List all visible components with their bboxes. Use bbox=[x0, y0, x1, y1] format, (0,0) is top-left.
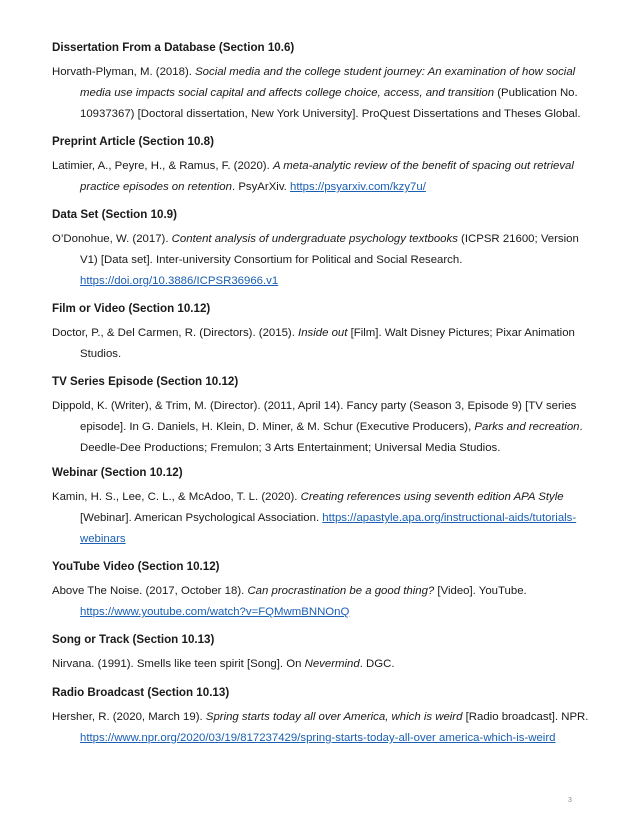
reference-text bbox=[52, 323, 592, 365]
reference-details: . PsyArXiv. bbox=[231, 181, 290, 193]
reference-authors: Above The Noise. (2017, October 18). bbox=[52, 585, 248, 597]
reference-entry-radio bbox=[52, 685, 592, 749]
reference-text bbox=[52, 229, 592, 292]
reference-link[interactable]: https://www.npr.org/2020/03/19/817237429/spring-starts-today-all-over america-which-is-weird bbox=[80, 732, 556, 744]
reference-title: Spring starts today all over America, which is weird bbox=[205, 711, 463, 723]
section-heading: YouTube Video (Section 10.12) bbox=[52, 560, 220, 573]
reference-details: [Film]. Walt Disney Pictures; Pixar Animation Studios. bbox=[80, 327, 575, 360]
reference-text bbox=[52, 707, 592, 749]
reference-authors: O’Donohue, W. (2017). bbox=[52, 233, 172, 245]
reference-authors: Kamin, H. S., Lee, C. L., & McAdoo, T. L. (2020). bbox=[52, 491, 301, 503]
reference-title: Can procrastination be a good thing? bbox=[247, 585, 435, 597]
reference-link[interactable]: https://psyarxiv.com/kzy7u/ bbox=[290, 181, 426, 193]
section-heading: Dissertation From a Database (Section 10.6) bbox=[52, 41, 295, 54]
reference-authors: Hersher, R. (2020, March 19). bbox=[52, 711, 206, 723]
reference-entry-tv-episode bbox=[52, 374, 592, 459]
reference-title: A meta-analytic review of the benefit of spacing out retrieval practice episodes on retention bbox=[80, 160, 574, 193]
reference-text bbox=[52, 581, 592, 623]
reference-title: Nevermind bbox=[304, 658, 360, 670]
reference-details: . Deedle-Dee Productions; Fremulon; 3 Arts Entertainment; Universal Media Studios. bbox=[80, 421, 583, 454]
reference-authors: Dippold, K. (Writer), & Trim, M. (Director). (2011, April 14). Fancy party (Season 3, Episode 9) [TV series episode]. In G. Daniels, H. Klein, D. Miner, & M. Schur (Executive Producers), bbox=[52, 400, 577, 433]
section-heading: Data Set (Section 10.9) bbox=[52, 208, 177, 221]
page-number: 3 bbox=[568, 797, 572, 804]
reference-entry-dissertation bbox=[52, 40, 592, 125]
reference-title: Content analysis of undergraduate psychology textbooks bbox=[171, 233, 458, 245]
reference-title: Inside out bbox=[298, 327, 348, 339]
reference-authors: Latimier, A., Peyre, H., & Ramus, F. (2020). bbox=[52, 160, 273, 172]
reference-title: Parks and recreation bbox=[474, 421, 580, 433]
reference-text bbox=[52, 487, 592, 550]
section-heading: Preprint Article (Section 10.8) bbox=[52, 135, 214, 148]
reference-details: [Webinar]. American Psychological Association. bbox=[80, 512, 323, 524]
reference-title: Creating references using seventh edition APA Style bbox=[300, 491, 564, 503]
reference-entry-film bbox=[52, 301, 592, 365]
reference-entry-preprint bbox=[52, 134, 592, 198]
reference-authors: Horvath-Plyman, M. (2018). bbox=[52, 66, 196, 78]
section-heading: TV Series Episode (Section 10.12) bbox=[52, 375, 239, 388]
reference-text bbox=[52, 156, 592, 198]
reference-details: [Radio broadcast]. NPR. bbox=[462, 711, 589, 723]
reference-details: (Publication No. 10937367) [Doctoral dissertation, New York University]. ProQuest Dissertations and Theses Global. bbox=[80, 87, 581, 120]
reference-entry-song bbox=[52, 632, 592, 675]
reference-link[interactable]: https://apastyle.apa.org/instructional-aids/tutorials-webinars bbox=[80, 512, 577, 545]
reference-link[interactable]: https://www.youtube.com/watch?v=FQMwmBNNOnQ bbox=[80, 606, 350, 618]
reference-text bbox=[52, 396, 592, 459]
section-heading: Webinar (Section 10.12) bbox=[52, 466, 183, 479]
reference-entry-webinar bbox=[52, 465, 592, 550]
reference-details: [Video]. YouTube. bbox=[434, 585, 527, 597]
section-heading: Song or Track (Section 10.13) bbox=[52, 633, 215, 646]
reference-authors: Doctor, P., & Del Carmen, R. (Directors). (2015). bbox=[52, 327, 299, 339]
section-heading: Film or Video (Section 10.12) bbox=[52, 302, 211, 315]
reference-link[interactable]: https://doi.org/10.3886/ICPSR36966.v1 bbox=[80, 275, 279, 287]
reference-details: (ICPSR 21600; Version V1) [Data set]. Inter-university Consortium for Political and Social Research. bbox=[80, 233, 579, 266]
reference-text bbox=[52, 654, 592, 675]
section-heading: Radio Broadcast (Section 10.13) bbox=[52, 686, 230, 699]
reference-text bbox=[52, 62, 592, 125]
reference-details: . DGC. bbox=[359, 658, 395, 670]
reference-entry-youtube bbox=[52, 559, 592, 623]
reference-authors: Nirvana. (1991). Smells like teen spirit [Song]. On bbox=[52, 658, 305, 670]
reference-entry-data-set bbox=[52, 207, 592, 292]
reference-title: Social media and the college student journey: An examination of how social media use impacts social capital and affects college choice, access, and transition bbox=[80, 66, 576, 99]
